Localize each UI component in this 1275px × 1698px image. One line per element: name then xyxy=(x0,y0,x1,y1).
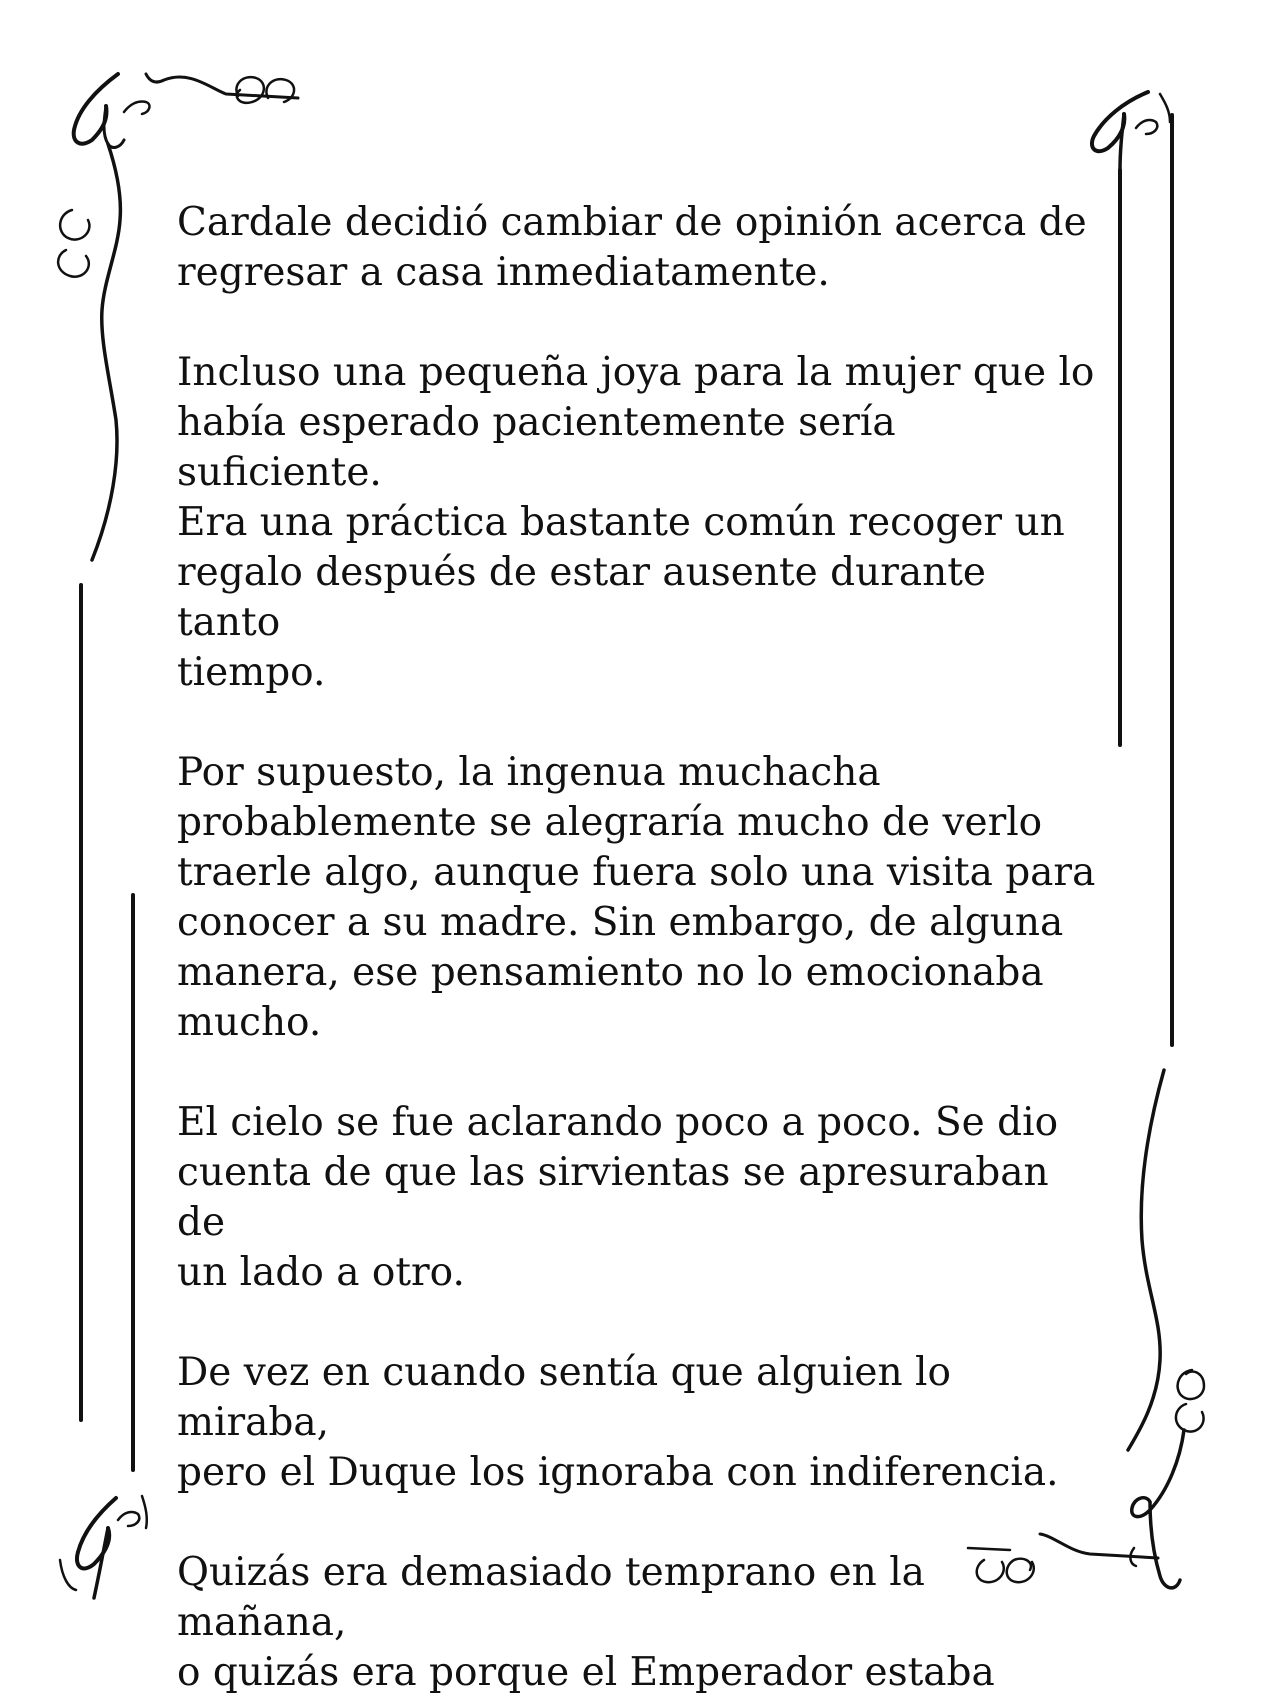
paragraph-2: Incluso una pequeña joya para la mujer que lo había esperado pacientemente sería suficiente. Era una práctica bastante común recoger un regalo después de estar ausente durante tanto tiempo. xyxy=(177,350,1095,695)
paragraph-5: De vez en cuando sentía que alguien lo miraba, pero el Duque los ignoraba con indiferencia. xyxy=(177,1350,1059,1495)
bottom-left-flourish-icon xyxy=(60,1496,147,1598)
paragraph-6: Quizás era demasiado temprano en la mañana, o quizás era porque el Emperador estaba xyxy=(177,1550,995,1695)
body-text xyxy=(177,198,1097,1698)
paragraph-3: Por supuesto, la ingenua muchacha probablemente se alegraría mucho de verlo traerle algo, aunque fuera solo una visita para conocer a su madre. Sin embargo, de alguna manera, ese pensamiento no lo emocionaba mucho. xyxy=(177,750,1096,1045)
paragraph-4: El cielo se fue aclarando poco a poco. Se dio cuenta de que las sirvientas se apresuraban de un lado a otro. xyxy=(177,1100,1059,1295)
paragraph-1: Cardale decidió cambiar de opinión acerca de regresar a casa inmediatamente. xyxy=(177,200,1087,295)
top-right-flourish-icon xyxy=(1092,92,1170,170)
